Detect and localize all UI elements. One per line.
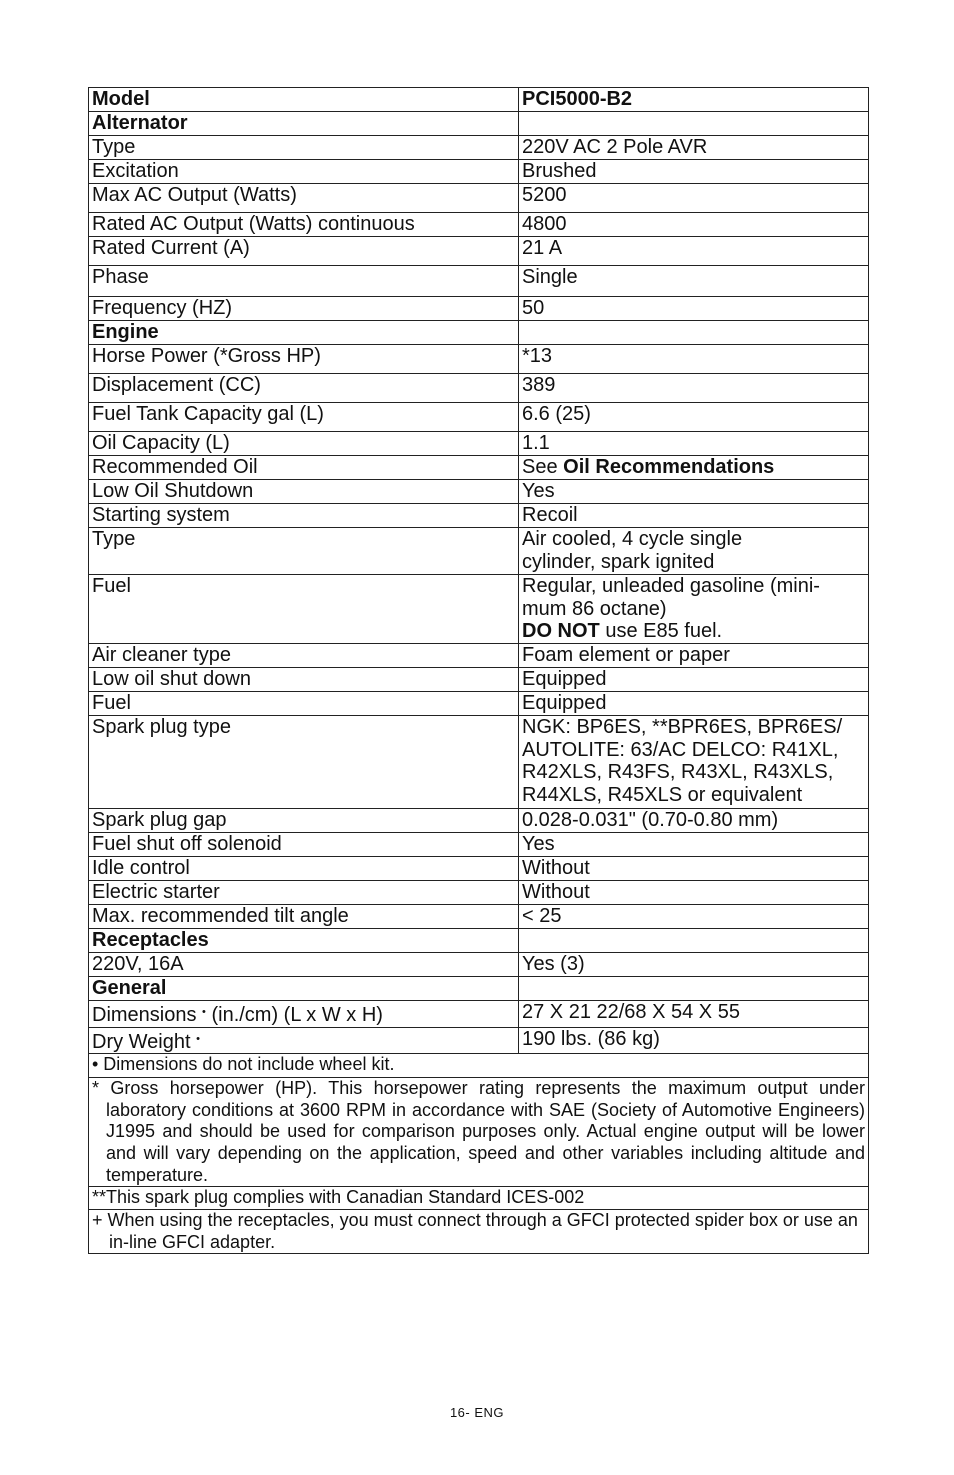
table-row	[89, 668, 869, 692]
row-value: 50	[519, 297, 869, 321]
value-line: mum 86 octane)	[522, 597, 667, 620]
table-row	[89, 88, 869, 112]
table-row	[89, 297, 869, 321]
table-row	[89, 504, 869, 528]
row-value: 389	[519, 374, 869, 403]
specifications-table	[88, 87, 869, 1254]
row-value: Without	[519, 881, 869, 905]
note-row	[89, 1210, 869, 1254]
table-row	[89, 692, 869, 716]
dimensions-units: (in./cm) (L x W x H)	[205, 1004, 383, 1026]
row-label: Idle control	[89, 857, 519, 881]
table-row	[89, 905, 869, 929]
warning-text: use E85 fuel.	[599, 620, 723, 643]
section-blank-cell	[519, 321, 869, 345]
row-value: Yes (3)	[519, 953, 869, 977]
note-dimensions: • Dimensions do not include wheel kit.	[89, 1054, 869, 1078]
table-row	[89, 644, 869, 668]
table-row	[89, 432, 869, 456]
row-value	[519, 528, 869, 575]
table-row	[89, 184, 869, 213]
section-blank-cell	[519, 929, 869, 953]
row-value: 4800	[519, 213, 869, 237]
table-row	[89, 857, 869, 881]
dimensions-label: Dimensions	[92, 1004, 197, 1026]
row-label: Type	[89, 136, 519, 160]
bullet-marker: •	[202, 1006, 206, 1018]
section-header-row	[89, 977, 869, 1001]
row-value	[519, 716, 869, 809]
bullet-marker: •	[196, 1032, 200, 1045]
table-row	[89, 480, 869, 504]
row-value: < 25	[519, 905, 869, 929]
row-value	[519, 456, 869, 480]
table-row	[89, 213, 869, 237]
row-value	[519, 575, 869, 644]
table-row	[89, 403, 869, 432]
row-label: Oil Capacity (L)	[89, 432, 519, 456]
note-gross-horsepower: * Gross horsepower (HP). This horsepower rating represents the maximum output under laboratory conditions at 3600 RPM in accordance with SAE (Society of Automotive Engineers) J1995 and should be used for comparison purposes only. Actual engine output will be lower and will vary depending on the application, speed and other variables including altitude and temperature.	[89, 1078, 869, 1187]
row-label: Rated Current (A)	[89, 237, 519, 266]
section-general: General	[89, 977, 519, 1001]
section-blank-cell	[519, 977, 869, 1001]
row-label: Phase	[89, 266, 519, 297]
row-label: Max. recommended tilt angle	[89, 905, 519, 929]
row-value: 6.6 (25)	[519, 403, 869, 432]
row-label: Recommended Oil	[89, 456, 519, 480]
row-value: 27 X 21 22/68 X 54 X 55	[519, 1001, 869, 1028]
fuel-warning	[522, 620, 865, 643]
value-line: NGK: BP6ES, **BPR6ES, BPR6ES/	[522, 716, 843, 738]
row-value: Equipped	[519, 692, 869, 716]
row-value: Yes	[519, 833, 869, 857]
row-value: Foam element or paper	[519, 644, 869, 668]
note-row	[89, 1078, 869, 1187]
row-label: Frequency (HZ)	[89, 297, 519, 321]
row-value: Recoil	[519, 504, 869, 528]
row-label: Low Oil Shutdown	[89, 480, 519, 504]
table-row	[89, 160, 869, 184]
value-line: R42XLS, R43FS, R43XL, R43XLS,	[522, 761, 834, 784]
table-row	[89, 575, 869, 644]
dry-weight-label: Dry Weight	[92, 1030, 191, 1053]
section-receptacles: Receptacles	[89, 929, 519, 953]
oil-recommendations-reference: Oil Recommendations	[563, 456, 775, 478]
note-gfci: + When using the receptacles, you must connect through a GFCI protected spider box or use an in-line GFCI adapter.	[89, 1210, 869, 1254]
note-row	[89, 1187, 869, 1210]
row-value: Brushed	[519, 160, 869, 184]
section-header-row	[89, 321, 869, 345]
table-row	[89, 345, 869, 374]
row-label: Displacement (CC)	[89, 374, 519, 403]
row-label: Electric starter	[89, 881, 519, 905]
page-number: 16- ENG	[449, 1405, 505, 1420]
row-label: Fuel shut off solenoid	[89, 833, 519, 857]
table-row	[89, 716, 869, 809]
table-row	[89, 266, 869, 297]
value-line: Air cooled, 4 cycle single	[522, 528, 743, 550]
row-value: 0.028-0.031" (0.70-0.80 mm)	[519, 809, 869, 833]
row-label: Fuel Tank Capacity gal (L)	[89, 403, 519, 432]
table-row	[89, 833, 869, 857]
row-label: 220V, 16A	[89, 953, 519, 977]
row-label: Air cleaner type	[89, 644, 519, 668]
row-value: *13	[519, 345, 869, 374]
table-row	[89, 528, 869, 575]
row-label	[89, 1001, 519, 1028]
value-line: R44XLS, R45XLS or equivalent	[522, 783, 803, 806]
row-label: Type	[89, 528, 519, 575]
row-label: Max AC Output (Watts)	[89, 184, 519, 213]
row-label: Spark plug gap	[89, 809, 519, 833]
table-row	[89, 136, 869, 160]
row-label: Fuel	[89, 575, 519, 644]
table-row	[89, 881, 869, 905]
section-header-row	[89, 112, 869, 136]
note-row	[89, 1054, 869, 1078]
table-row	[89, 456, 869, 480]
row-value: 21 A	[519, 237, 869, 266]
row-label: Excitation	[89, 160, 519, 184]
section-engine: Engine	[89, 321, 519, 345]
table-row	[89, 1027, 869, 1054]
row-value: Without	[519, 857, 869, 881]
section-alternator: Alternator	[89, 112, 519, 136]
value-line: cylinder, spark ignited	[522, 550, 715, 573]
section-header-row	[89, 929, 869, 953]
table-row	[89, 237, 869, 266]
row-label: Rated AC Output (Watts) continuous	[89, 213, 519, 237]
row-value: 5200	[519, 184, 869, 213]
row-value: Yes	[519, 480, 869, 504]
section-blank-cell	[519, 112, 869, 136]
table-row	[89, 953, 869, 977]
model-label: Model	[89, 88, 519, 112]
row-label	[89, 1027, 519, 1054]
value-line: Regular, unleaded gasoline (mini-	[522, 575, 820, 597]
table-row	[89, 809, 869, 833]
table-row	[89, 374, 869, 403]
row-value: Equipped	[519, 668, 869, 692]
row-label: Low oil shut down	[89, 668, 519, 692]
row-value: 1.1	[519, 432, 869, 456]
value-line: AUTOLITE: 63/AC DELCO: R41XL,	[522, 738, 839, 761]
row-label: Spark plug type	[89, 716, 519, 809]
model-value: PCI5000-B2	[519, 88, 869, 112]
table-row	[89, 1001, 869, 1028]
row-value: 220V AC 2 Pole AVR	[519, 136, 869, 160]
row-label: Horse Power (*Gross HP)	[89, 345, 519, 374]
row-label: Fuel	[89, 692, 519, 716]
do-not-emphasis: DO NOT	[522, 620, 600, 643]
row-value: 190 lbs. (86 kg)	[519, 1027, 869, 1054]
note-spark-plug: **This spark plug complies with Canadian Standard ICES-002	[89, 1187, 869, 1210]
row-value: Single	[519, 266, 869, 297]
see-prefix: See	[522, 456, 564, 478]
row-label: Starting system	[89, 504, 519, 528]
